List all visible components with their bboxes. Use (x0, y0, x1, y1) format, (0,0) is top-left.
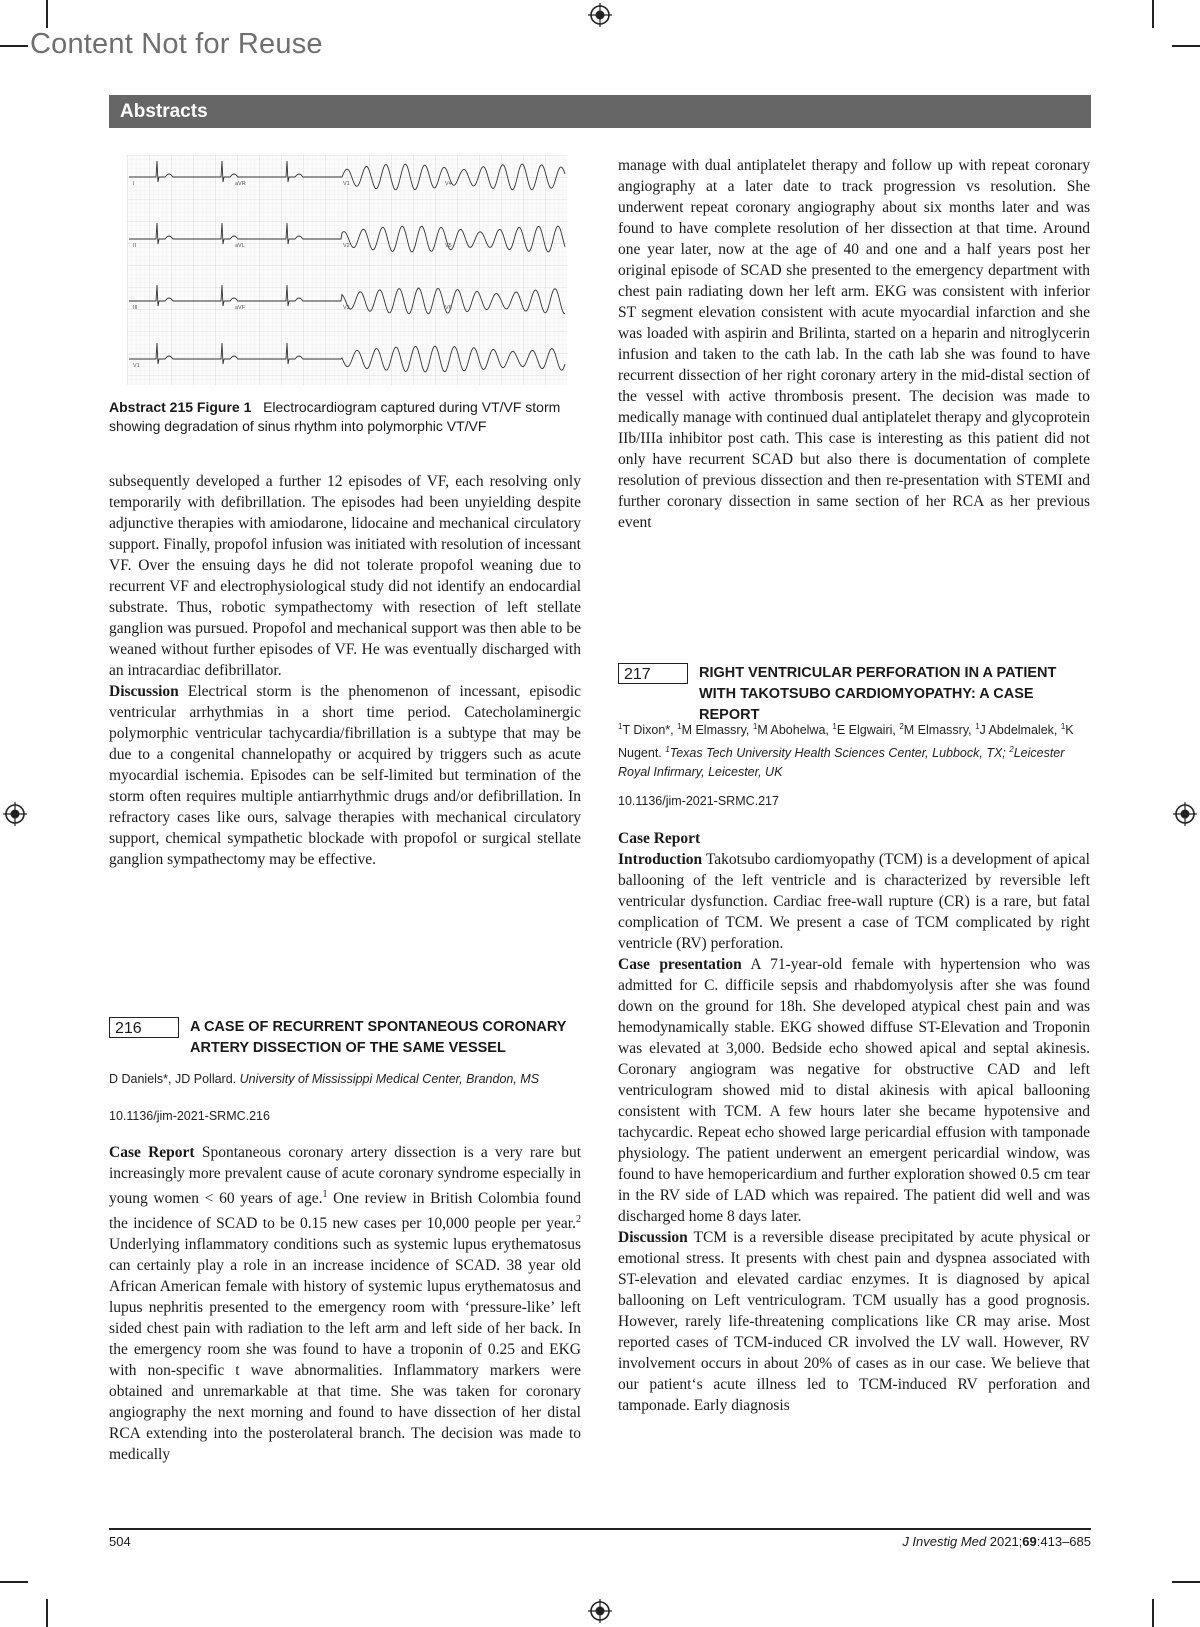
abstract-number: 217 (618, 663, 688, 684)
registration-mark-icon (1173, 802, 1197, 826)
abstract-217-header (618, 663, 1090, 723)
ecg-lead-label: aVF (235, 305, 246, 311)
affiliation-marker: 1 (752, 722, 758, 731)
abstract-215-continuation: subsequently developed a further 12 episodes of VF, each resolving only temporarily with defibrillation. The episodes had been unyielding despite adjunctive therapies with amiodarone, lidocaine and mechanical circulatory support. Finally, propofol infusion was initiated with resolution of incessant VF. Over the ensuing days he did not tolerate propofol weaning due to recurrent VF and electrophysiological study did not identify an endocardial substrate. Thus, robotic sympathectomy with resection of left stellate ganglion was pursued. Propofol and mechanical support was then able to be weaned without further episodes of VF. He was eventually discharged with an intracardiac defibrillator. (109, 473, 581, 679)
ecg-lead-label: V3 (343, 305, 350, 311)
reference-2: 2 (576, 1214, 581, 1226)
footer-rule (109, 1528, 1091, 1530)
watermark: Content Not for Reuse (30, 28, 323, 60)
registration-mark-icon (588, 3, 612, 27)
affiliation: University of Mississippi Medical Center, Brandon, MS (239, 1072, 540, 1086)
author-name: E Elgwairi, (836, 723, 900, 738)
introduction-label: Introduction (618, 851, 703, 868)
case-presentation-paragraph: Case presentation A 71-year-old female with hypertension who was admitted for C. difficile sepsis and rhabdomyolysis after she was found down on the ground for 18h. She developed atypical chest pain and was hemodynamically stable. EKG showed diffuse ST-Elevation and Troponin was elevated at 3,000. Bedside echo showed apical and septal akinesis. Coronary angiogram was negative for obstructive CAD and left ventriculogram showed mid to distal akinesis with apical ballooning consistent with TCM. A few hours later she became hypotensive and tachycardic. Repeat echo showed large pericardial effusion with tamponade physiology. The patient underwent an emergent pericardial window, was found to have hemopericardium and further exploration showed 0.5 cm tear in the RV side of LAD which was repaired. The patient did well and was discharged home 8 days later. (618, 956, 1090, 1225)
crop-mark (1172, 1581, 1200, 1583)
abstract-216-header (109, 1017, 581, 1061)
abstract-215-discussion: Discussion Electrical storm is the phenomenon of incessant, episodic ventricular arrhythmias in a short time period. Catecholaminergic polymorphic ventricular tachycardia/fibrillation is a subtype that may be due to a congenital channelopathy or acquired by triggers such as acute myocardial ischemia. Episodes can be self-limited but termination of the storm often requires multiple antiarrhythmic drugs and/or defibrillation. In refractory cases like ours, salvage therapies with mechanical circulatory support, chemical sympathetic blockade with propofol or surgical stellate ganglion sympathectomy may be effective. (109, 683, 582, 868)
page-number: 504 (109, 1534, 131, 1549)
discussion-paragraph: Discussion TCM is a reversible disease precipitated by acute physical or emotional stress. It presents with chest pain and dyspnea associated with ST-elevation and elevated cardiac enzymes. It is diagnosed by apical ballooning on Left ventriculogram. TCM usually has a good prognosis. However, rarely life-threatening complications like CR may arise. Most reported cases of TCM-induced CR involved the LV wall. However, RV involvement occurs in about 20% of cases as in our case. We believe that our patient‘s acute illness led to TCM-induced RV perforation and tamponade. Early diagnosis (618, 1229, 1090, 1414)
left-column-top (109, 471, 581, 870)
right-column-top (618, 155, 1090, 533)
abstract-217-doi: 10.1136/jim-2021-SRMC.217 (618, 794, 779, 808)
ecg-lead-label: V5 (445, 243, 452, 249)
author-name: K Nugent. (618, 723, 1074, 761)
journal-citation: J Investig Med 2021;69:413–685 (902, 1534, 1091, 1549)
abstract-217-body (618, 828, 1090, 1416)
abstract-title: A CASE OF RECURRENT SPONTANEOUS CORONARY ARTERY DISSECTION OF THE SAME VESSEL (190, 1019, 567, 1056)
reference-1: 1 (322, 1189, 328, 1200)
abstract-216-authors: D Daniels*, JD Pollard. University of Mississippi Medical Center, Brandon, MS (109, 1072, 540, 1086)
section-banner: Abstracts (109, 95, 1091, 128)
crop-mark (0, 1581, 28, 1583)
crop-mark (46, 1599, 48, 1627)
affiliation-marker: 2 (899, 722, 904, 731)
abstract-216-continuation: manage with dual antiplatelet therapy and follow up with repeat coronary angiography at a later date to track progression vs resolution. She underwent repeat coronary angiography about six months later and was found to have complete resolution of her dissection at that time. Around one year later, now at the age of 40 and one and a half years post her original episode of SCAD she presented to the emergency department with chest pain radiating down her left arm. EKG was consistent with inferior ST segment elevation consistent with acute myocardial infarction and she was loaded with aspirin and Brilinta, started on a heparin and nitroglycerin infusion and taken to the cath lab. In the cath lab she was found to have recurrent dissection of her right coronary artery in the mid-distal section of the vessel with active thrombosis present. The decision was made to medically manage with continued dual antiplatelet therapy and glycoprotein IIb/IIIa inhibitor post cath. This case is interesting as this patient did not only have recurrent SCAD but also there is documentation of complete resolution of previous dissection and then re-presentation with STEMI and further coronary dissection in same section of her RCA as her previous event (618, 157, 1090, 531)
affiliation-marker: 1 (832, 722, 837, 731)
ecg-figure (127, 155, 567, 385)
crop-mark (1172, 45, 1200, 47)
abstract-216-body: Case Report Spontaneous coronary artery dissection is a very rare but increasingly more prevalent cause of acute coronary syndrome especially in young women < 60 years of age.$^1$ One review in British Colombia found the incidence of SCAD to be 0.15 new cases per 10,000 people per year.$^2$ Underlying inflammatory conditions such as systemic lupus erythematosus can certainly play a role in an increase incidence of SCAD. 38 year old African American female with history of systemic lupus erythematosus and lupus nephritis presented to the emergency room with ‘pressure-like’ left sided chest pain with radiation to the left arm and left side of her back. In the emergency room she was found to have a troponin of 0.25 and EKG with non-specific t wave abnormalities. Inflammatory markers were obtained and unremarkable at that time. She was taken for coronary angiography the next morning and found to have dissection of her distal RCA extending into the posterolateral branch. The decision was made to medically (109, 1144, 582, 1464)
ecg-lead-label: II (133, 243, 137, 249)
abstract-216-doi: 10.1136/jim-2021-SRMC.216 (109, 1109, 270, 1123)
ecg-lead-label: V6 (445, 305, 452, 311)
author-name: M Elmassry, (903, 723, 976, 738)
figure-caption (109, 398, 579, 436)
ecg-lead-label: V2 (343, 243, 350, 249)
case-report-label: Case Report (109, 1144, 195, 1161)
affiliation-marker: 1 (975, 722, 980, 731)
case-presentation-label: Case presentation (618, 956, 742, 973)
introduction-paragraph: Introduction Takotsubo cardiomyopathy (TCM) is a development of apical ballooning of the left ventricle and is characterized by reversible left ventricular dysfunction. Cardiac free-wall rupture (CR) is a rare, but fatal complication of TCM. We present a case of TCM complicated by right ventricle (RV) perforation. (618, 851, 1090, 952)
figure-caption-text: Electrocardiogram captured during VT/VF storm showing degradation of sinus rhythm into polymorphic VT/VF (109, 399, 561, 434)
registration-mark-icon (3, 802, 27, 826)
crop-mark (46, 0, 48, 28)
crop-mark (0, 45, 28, 47)
case-report-heading: Case Report (618, 830, 701, 847)
discussion-label: Discussion (109, 683, 179, 700)
figure-label: Abstract 215 Figure 1 (109, 399, 252, 415)
abstract-number: 216 (109, 1017, 179, 1038)
discussion-label: Discussion (618, 1229, 688, 1246)
affiliation-marker: 1 (618, 722, 623, 731)
ecg-lead-label: aVL (235, 243, 245, 249)
crop-mark (1152, 1599, 1154, 1627)
ecg-lead-label: III (133, 305, 138, 311)
ecg-lead-label: V1 (133, 363, 140, 369)
abstract-title: RIGHT VENTRICULAR PERFORATION IN A PATIENT WITH TAKOTSUBO CARDIOMYOPATHY: A CASE REPORT (699, 665, 1057, 723)
author-name: J Abdelmalek, (979, 723, 1061, 738)
author-name: M Elmassry, (681, 723, 753, 738)
affiliation-marker: 1 (677, 722, 682, 731)
affiliation: $^1$Texas Tech University Health Sciences Center, Lubbock, TX; $^2$Leicester Royal Infirmary, Leicester, UK (618, 745, 1065, 780)
ecg-lead-label: V4 (445, 181, 452, 187)
affiliation-marker: 1 (1060, 722, 1066, 731)
abstract-217-authors (618, 717, 1090, 782)
ecg-lead-label: aVR (235, 181, 246, 187)
ecg-lead-label: I (133, 181, 135, 187)
registration-mark-icon (588, 1599, 612, 1623)
crop-mark (1152, 0, 1154, 28)
ecg-lead-label: V1 (343, 181, 350, 187)
author-name: T Dixon*, (622, 723, 678, 738)
author-name: M Abohelwa, (757, 723, 833, 738)
